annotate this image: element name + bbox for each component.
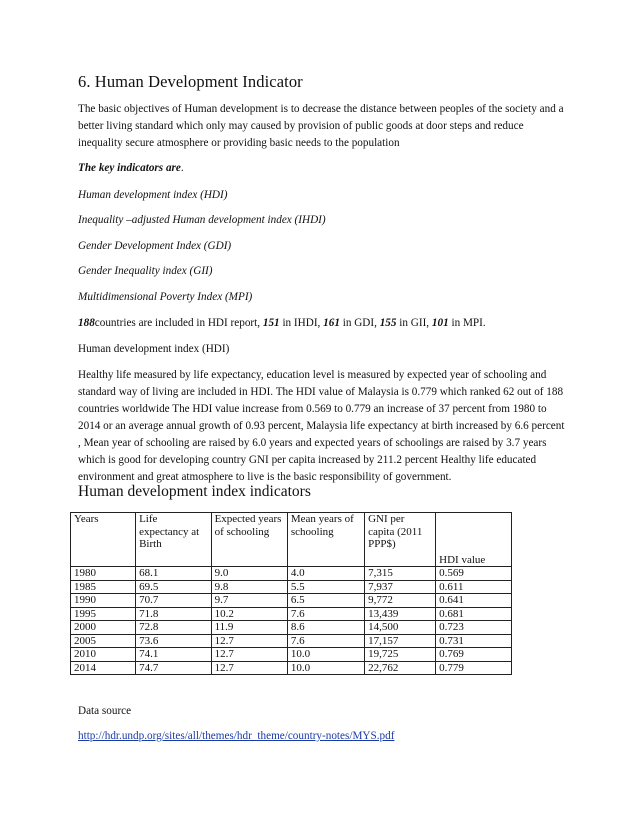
- data-source-label: Data source: [78, 705, 132, 717]
- table-cell: 11.9: [211, 621, 287, 635]
- count-ihdi-text: in IHDI,: [282, 317, 321, 329]
- header-gni: GNI per capita (2011 PPP$): [365, 513, 436, 567]
- table-cell: 0.769: [436, 648, 512, 662]
- hdi-label: Human development index (HDI): [78, 343, 230, 355]
- table-cell: 5.5: [287, 580, 364, 594]
- table-row: [71, 634, 512, 648]
- table-row: [71, 648, 512, 662]
- table-cell: 12.7: [211, 634, 287, 648]
- table-title: Human development index indicators: [78, 483, 311, 500]
- table-cell: 9.0: [211, 567, 287, 581]
- header-expected-schooling: Expected years of schooling: [211, 513, 287, 567]
- table-row: [71, 607, 512, 621]
- data-source-line: [78, 728, 568, 745]
- table-cell: 0.641: [436, 594, 512, 608]
- key-indicators-title-end: .: [180, 162, 184, 174]
- count-mpi: 101: [431, 317, 449, 329]
- table-cell: 14,500: [365, 621, 436, 635]
- count-hdi: 188: [78, 317, 95, 329]
- table-cell: 2005: [71, 634, 136, 648]
- table-cell: 9.7: [211, 594, 287, 608]
- table-cell: 22,762: [365, 661, 436, 675]
- table-cell: 9.8: [211, 580, 287, 594]
- table-row: [71, 661, 512, 675]
- table-cell: 8.6: [287, 621, 364, 635]
- table-row: [71, 580, 512, 594]
- indicator-item-gdi: Gender Development Index (GDI): [78, 240, 232, 252]
- table-cell: 10.2: [211, 607, 287, 621]
- indicator-item-ihdi: Inequality –adjusted Human development index (IHDI): [78, 214, 326, 226]
- table-cell: 2014: [71, 661, 136, 675]
- hdi-table: [70, 512, 512, 675]
- table-header-row: [71, 513, 512, 567]
- table-cell: 9,772: [365, 594, 436, 608]
- table-cell: 72.8: [136, 621, 211, 635]
- table-cell: 2010: [71, 648, 136, 662]
- section-heading: 6. Human Development Indicator: [78, 72, 303, 91]
- table-cell: 2000: [71, 621, 136, 635]
- table-cell: 69.5: [136, 580, 211, 594]
- intro-paragraph: The basic objectives of Human development is to decrease the distance between peoples of the society and a better living standard which only may caused by provision of public goods at door steps and reduce inequality secure atmosphere or providing basic needs to the population: [78, 103, 564, 149]
- table-cell: 7.6: [287, 634, 364, 648]
- hdi-paragraph: Healthy life measured by life expectancy, education level is measured by expected year of schooling and standard way of living are included in HDI. The HDI value of Malaysia is 0.779 which ranked 62 out of 188 countries worldwide The HDI value increase from 0.569 to 0.779 an increase of 37 percent from 1980 to 2014 or an average annual growth of 0.93 percent, Malaysia life expectancy at birth increased by 6.6 percent , Mean year of schooling are raised by 6.0 years and expected years of schoolings are raised by 3.7 years which is good for developing country GNI per capita increased by 211.2 percent Healthy life educated environment and great atmosphere to live is the basic responsibility of government.: [78, 369, 565, 483]
- table-cell: 0.611: [436, 580, 512, 594]
- count-gii-text: in GII,: [399, 317, 430, 329]
- table-cell: 13,439: [365, 607, 436, 621]
- table-cell: 0.731: [436, 634, 512, 648]
- indicator-item-mpi: Multidimensional Poverty Index (MPI): [78, 291, 253, 303]
- key-indicators-title: [78, 160, 568, 177]
- table-cell: 73.6: [136, 634, 211, 648]
- indicator-item-hdi: Human development index (HDI): [78, 189, 228, 201]
- table-cell: 71.8: [136, 607, 211, 621]
- table-row: [71, 567, 512, 581]
- table-cell: 17,157: [365, 634, 436, 648]
- indicator-item-gii: Gender Inequality index (GII): [78, 265, 213, 277]
- header-hdi-value: HDI value: [436, 513, 512, 567]
- table-cell: 0.723: [436, 621, 512, 635]
- table-cell: 7,315: [365, 567, 436, 581]
- header-years: Years: [71, 513, 136, 567]
- table-cell: 1995: [71, 607, 136, 621]
- table-cell: 74.1: [136, 648, 211, 662]
- table-cell: 74.7: [136, 661, 211, 675]
- table-cell: 0.569: [436, 567, 512, 581]
- data-source-link[interactable]: http://hdr.undp.org/sites/all/themes/hdr_theme/country-notes/MYS.pdf: [78, 730, 395, 742]
- header-life-expectancy: Life expectancy at Birth: [136, 513, 211, 567]
- table-cell: 19,725: [365, 648, 436, 662]
- count-mpi-text: in MPI.: [451, 317, 486, 329]
- table-cell: 4.0: [287, 567, 364, 581]
- table-cell: 1990: [71, 594, 136, 608]
- table-cell: 12.7: [211, 648, 287, 662]
- key-indicators-title-text: The key indicators are: [78, 162, 181, 174]
- table-cell: 0.681: [436, 607, 512, 621]
- table-cell: 0.779: [436, 661, 512, 675]
- count-hdi-text: countries are included in HDI report,: [94, 317, 261, 329]
- header-mean-schooling: Mean years of schooling: [287, 513, 364, 567]
- table-cell: 12.7: [211, 661, 287, 675]
- table-row: [71, 594, 512, 608]
- coverage-counts: [78, 315, 568, 332]
- table-cell: 1985: [71, 580, 136, 594]
- table-cell: 7,937: [365, 580, 436, 594]
- table-cell: 6.5: [287, 594, 364, 608]
- table-row: [71, 621, 512, 635]
- count-ihdi: 151: [262, 317, 280, 329]
- table-cell: 68.1: [136, 567, 211, 581]
- table-cell: 7.6: [287, 607, 364, 621]
- count-gii: 155: [379, 317, 397, 329]
- table-cell: 70.7: [136, 594, 211, 608]
- count-gdi: 161: [323, 317, 340, 329]
- table-cell: 1980: [71, 567, 136, 581]
- table-cell: 10.0: [287, 648, 364, 662]
- table-cell: 10.0: [287, 661, 364, 675]
- count-gdi-text: in GDI,: [342, 317, 377, 329]
